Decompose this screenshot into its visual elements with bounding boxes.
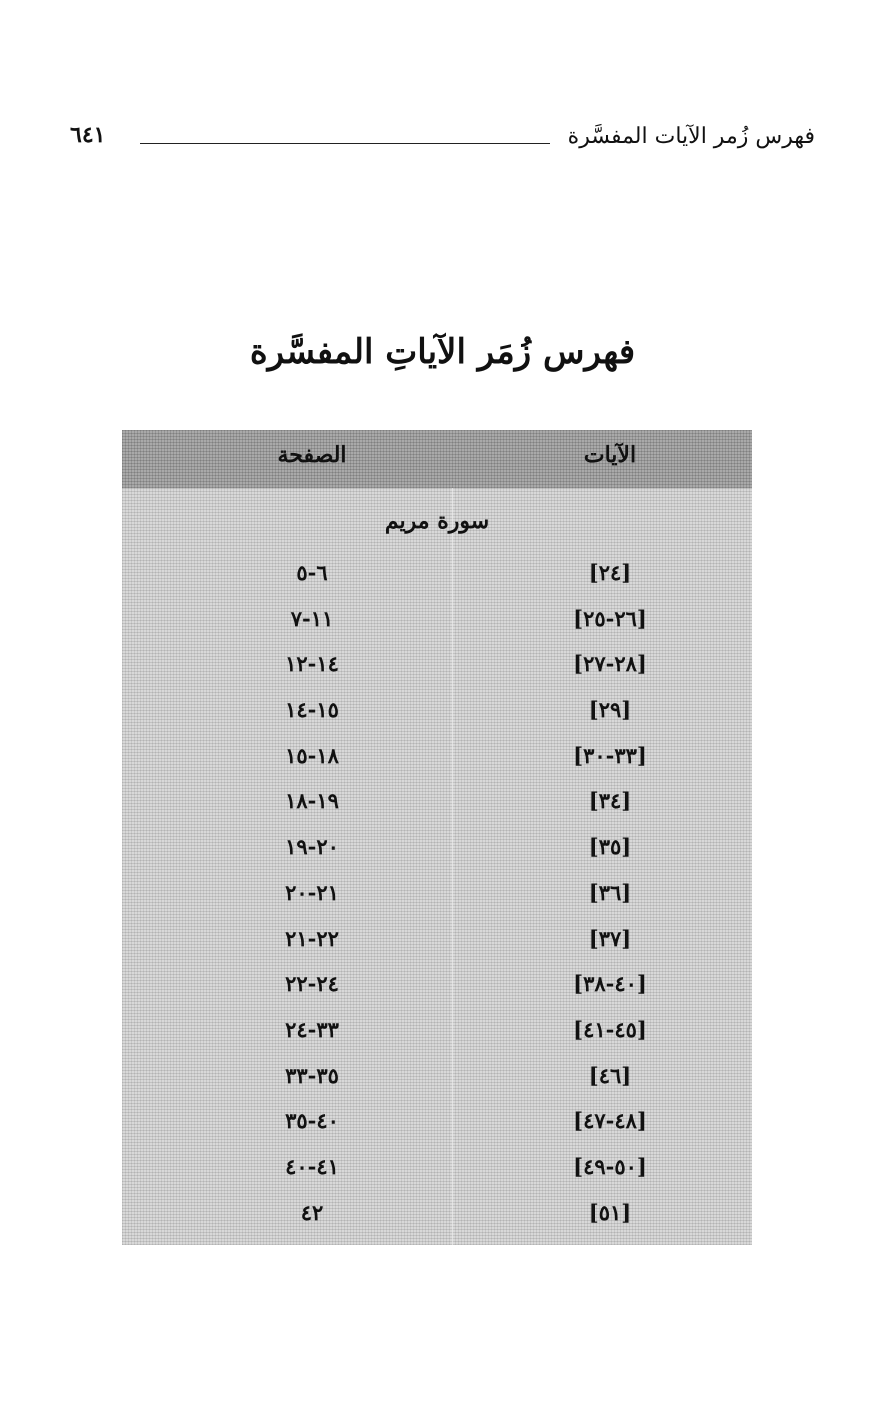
page-cell: ١٩-١٨: [285, 788, 339, 814]
table-row: [122, 1146, 752, 1192]
table-row: [122, 918, 752, 964]
page-cell: ٤٢: [300, 1199, 324, 1225]
verses-cell: [٢٨-٢٧]: [573, 651, 647, 677]
table-row: [122, 689, 752, 735]
table-row: [122, 872, 752, 918]
table-row: [122, 598, 752, 644]
table-row: [122, 643, 752, 689]
table-body: [122, 552, 752, 1237]
page-cell: ٣٣-٢٤: [285, 1016, 339, 1042]
page-cell: ٢١-٢٠: [285, 879, 339, 905]
page-cell: ٦-٥: [296, 560, 328, 585]
table-row: [122, 1192, 752, 1238]
page-cell: ١٨-١٥: [285, 742, 339, 768]
running-header-title: فهرس زُمر الآيات المفسَّرة: [567, 124, 815, 149]
verses-cell: [٢٩]: [588, 697, 632, 723]
verses-cell: [٤٠-٣٨]: [573, 971, 647, 997]
page-cell: ٤١-٤٠: [285, 1153, 339, 1179]
verses-cell: [٢٦-٢٥]: [573, 605, 647, 631]
verses-cell: [٤٨-٤٧]: [573, 1108, 647, 1134]
table-row: [122, 1100, 752, 1146]
verses-cell: [٢٤]: [588, 560, 632, 585]
page-title: فهرس زُمَر الآياتِ المفسَّرة: [249, 332, 636, 372]
verses-cell: [٣٧]: [588, 925, 632, 951]
page-cell: ١١-٧: [290, 605, 334, 631]
verses-cell: [٥١]: [588, 1199, 632, 1225]
verses-cell: [٣٤]: [588, 788, 632, 814]
page-cell: ٢٢-٢١: [285, 925, 339, 951]
page-cell: ١٤-١٢: [285, 651, 339, 677]
surah-heading: سورة مريم: [384, 508, 490, 534]
table-header: [122, 430, 752, 488]
page-cell: ٤٠-٣٥: [285, 1108, 339, 1134]
column-header-verses: الآيات: [583, 442, 637, 468]
verses-cell: [٣٥]: [588, 834, 632, 860]
column-header-page: الصفحة: [277, 442, 347, 468]
running-header: [70, 118, 815, 158]
verses-cell: [٣٣-٣٠]: [573, 742, 647, 768]
table-row: [122, 963, 752, 1009]
verse-index-table: [122, 430, 752, 1245]
verses-cell: [٤٦]: [588, 1062, 632, 1088]
page-number: ٦٤١: [70, 122, 106, 148]
table-row: [122, 780, 752, 826]
page-cell: ١٥-١٤: [285, 697, 339, 723]
verses-cell: [٤٥-٤١]: [573, 1016, 647, 1042]
table-row: [122, 1009, 752, 1055]
table-row: [122, 1055, 752, 1101]
header-rule: [140, 143, 550, 144]
verses-cell: [٥٠-٤٩]: [573, 1153, 647, 1179]
page-cell: ٢٤-٢٢: [285, 971, 339, 997]
table-row: [122, 552, 752, 598]
table-row: [122, 735, 752, 781]
table-row: [122, 826, 752, 872]
verses-cell: [٣٦]: [588, 879, 632, 905]
page-cell: ٢٠-١٩: [285, 834, 339, 860]
page-cell: ٣٥-٣٣: [285, 1062, 339, 1088]
